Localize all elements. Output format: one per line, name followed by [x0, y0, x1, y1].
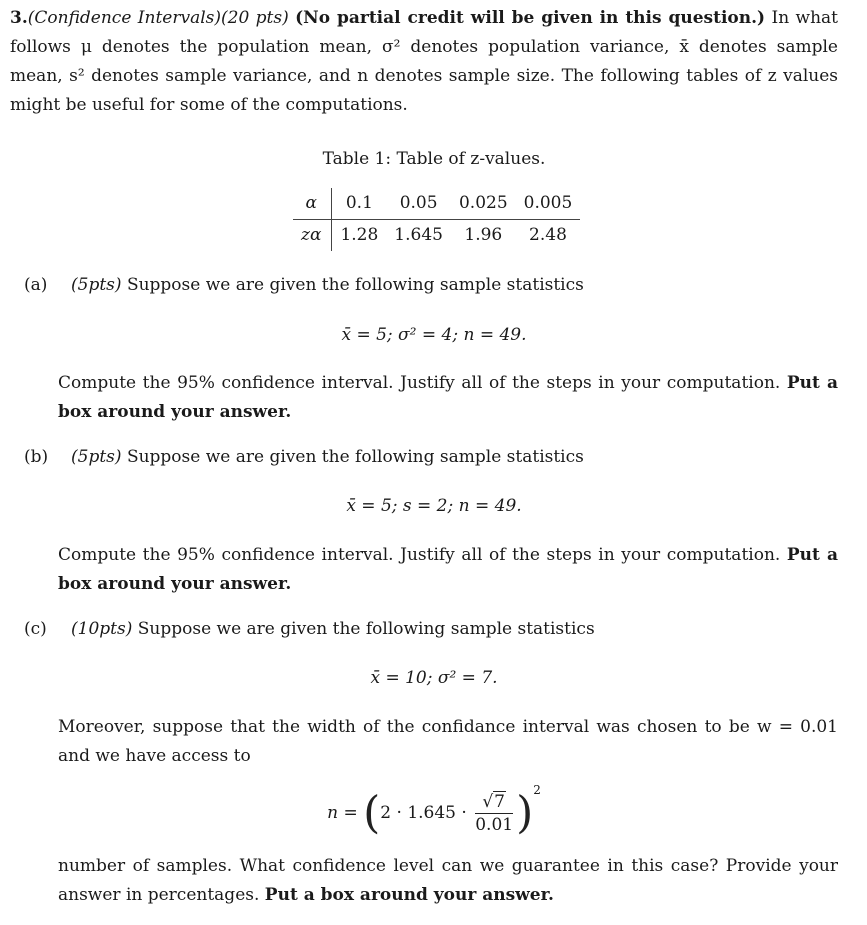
part-a-label: (a)	[24, 275, 48, 295]
part-c-box-note: Put a box around your answer.	[264, 885, 554, 905]
formula-coefficient: 2 · 1.645 ·	[380, 803, 467, 823]
intro-text: In what follows μ denotes the population mean, σ² denotes population variance, x̄ denotes sample mean, s² denotes sample variance, and n denotes sample size. The following tables of z values might be useful for some of the computations.	[10, 8, 839, 115]
z-cell: 2.48	[529, 225, 567, 245]
question-number: 3.	[10, 8, 28, 28]
part-c-statement-line	[71, 615, 851, 644]
right-paren-icon: )	[516, 787, 534, 839]
part-c-statement: Suppose we are given the following sample statistics	[137, 619, 595, 639]
part-a-points: (5pts)	[71, 275, 122, 295]
part-a-box-note: Put a box around your answer.	[58, 373, 838, 422]
alpha-row	[293, 188, 580, 220]
alpha-cell: 0.05	[386, 188, 451, 220]
part-b-statement-line	[71, 443, 851, 472]
sample-size-formula	[10, 780, 858, 846]
question-topic: (Confidence Intervals)(20 pts)	[27, 8, 289, 28]
part-b-statement: Suppose we are given the following sample statistics	[126, 447, 584, 467]
row-label-alpha: α	[293, 188, 332, 220]
part-b-instruction-block	[58, 541, 838, 599]
part-c-label: (c)	[24, 619, 47, 639]
part-b-given: x̄ = 5; s = 2; n = 49.	[346, 496, 522, 516]
part-c-closing: number of samples. What confidence level can we guarantee in this case? Provide your answer in percentages.	[58, 856, 838, 905]
z-row	[293, 220, 580, 252]
part-a-given: x̄ = 5; σ² = 4; n = 49.	[341, 325, 527, 345]
part-b-instruction: Compute the 95% confidence interval. Justify all of the steps in your computation.	[58, 545, 781, 565]
part-c-given: x̄ = 10; σ² = 7.	[370, 668, 498, 688]
part-b-label: (b)	[24, 447, 49, 467]
row-label-z: zα	[293, 220, 332, 252]
part-c-closing-block	[58, 852, 838, 910]
left-paren-icon: (	[363, 787, 381, 839]
z-cell: 1.96	[464, 225, 503, 245]
alpha-cell: 0.025	[451, 188, 516, 220]
formula-exponent: 2	[533, 783, 541, 797]
part-a-statement-line	[71, 271, 851, 300]
no-partial-credit-note: (No partial credit will be given in this question.)	[295, 8, 766, 28]
formula-lhs: n =	[327, 803, 358, 823]
fraction-denominator: 0.01	[475, 815, 514, 835]
table-caption: Table 1: Table of z-values.	[322, 149, 546, 169]
fraction-numerator	[475, 791, 513, 814]
part-a-instruction-block	[58, 369, 838, 427]
part-a-instruction: Compute the 95% confidence interval. Justify all of the steps in your computation.	[58, 373, 781, 393]
part-b-points: (5pts)	[71, 447, 122, 467]
alpha-cell: 0.005	[516, 188, 581, 220]
part-c-moreover: Moreover, suppose that the width of the confidance interval was chosen to be w = 0.01 and we have access to	[58, 717, 838, 766]
sqrt-icon: √7	[482, 792, 505, 812]
sqrt-argument: 7	[494, 792, 505, 812]
part-c-points: (10pts)	[71, 619, 133, 639]
formula-fraction	[475, 791, 513, 836]
alpha-cell: 0.1	[332, 188, 386, 220]
part-a-statement: Suppose we are given the following sample statistics	[126, 275, 584, 295]
z-cell: 1.28	[340, 225, 379, 245]
z-value-table	[293, 188, 580, 251]
question-intro	[10, 4, 838, 120]
part-b-box-note: Put a box around your answer.	[58, 545, 838, 594]
z-cell: 1.645	[394, 225, 443, 245]
